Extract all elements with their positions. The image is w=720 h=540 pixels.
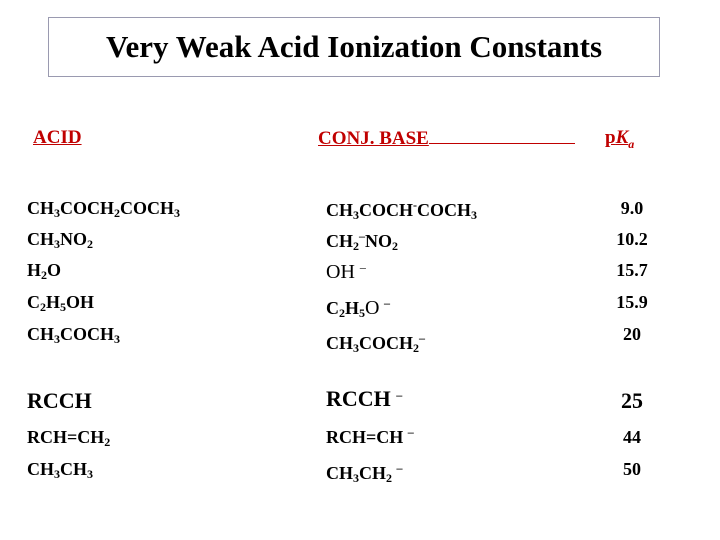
- pka-value: 15.7: [616, 260, 648, 280]
- acid-alkyne: RCCH: [27, 388, 92, 413]
- header-conj-base-label: CONJ. BASE: [318, 128, 429, 149]
- acid-ethanol: $C_2H_5OH$: [27, 292, 95, 314]
- pka-value: 44: [623, 427, 641, 447]
- base-nitromethanide: $CH_2^-NO_2$: [326, 229, 398, 253]
- pka-value: 15.9: [616, 292, 648, 312]
- acid-water: $H_2O$: [27, 260, 62, 282]
- header-pka-p: p: [605, 127, 616, 148]
- header-pka-k: K: [615, 127, 629, 148]
- title-box: [48, 17, 660, 77]
- pka-value: 10.2: [616, 229, 648, 249]
- base-acetylide: RCCH –: [326, 386, 403, 411]
- pka-value: 50: [623, 459, 641, 479]
- page-title: Very Weak Acid Ionization Constants: [105, 29, 603, 64]
- acid-acetylacetone: $CH_3COCH_2COCH_3$: [27, 198, 180, 220]
- base-ethoxide: $C_2H_5O$ –: [326, 296, 390, 320]
- acid-alkene: $RCH=CH_2$: [27, 427, 111, 449]
- header-acid: ACID: [33, 127, 82, 148]
- pka-value: 20: [623, 324, 641, 344]
- header-conj-base: [318, 127, 575, 150]
- base-acetylacetonate: $CH_3COCH^-COCH_3$: [326, 198, 477, 222]
- base-vinyl-anion: RCH=CH –: [326, 425, 414, 447]
- pka-value: 9.0: [620, 198, 644, 218]
- pka-value: 25: [621, 388, 643, 413]
- header-underline-fill: [429, 127, 575, 144]
- header-pka-a: a: [628, 136, 635, 151]
- base-ethyl-anion: $CH_3CH_2$ –: [326, 461, 403, 485]
- base-acetone-enolate: $CH_3COCH_2^-$: [326, 331, 425, 355]
- acid-acetone: $CH_3COCH_3$: [27, 324, 120, 346]
- base-hydroxide: OH –: [326, 260, 366, 283]
- acid-nitromethane: $CH_3NO_2$: [27, 229, 93, 251]
- acid-ethane: $CH_3CH_3$: [27, 459, 93, 481]
- header-pka: [605, 127, 634, 152]
